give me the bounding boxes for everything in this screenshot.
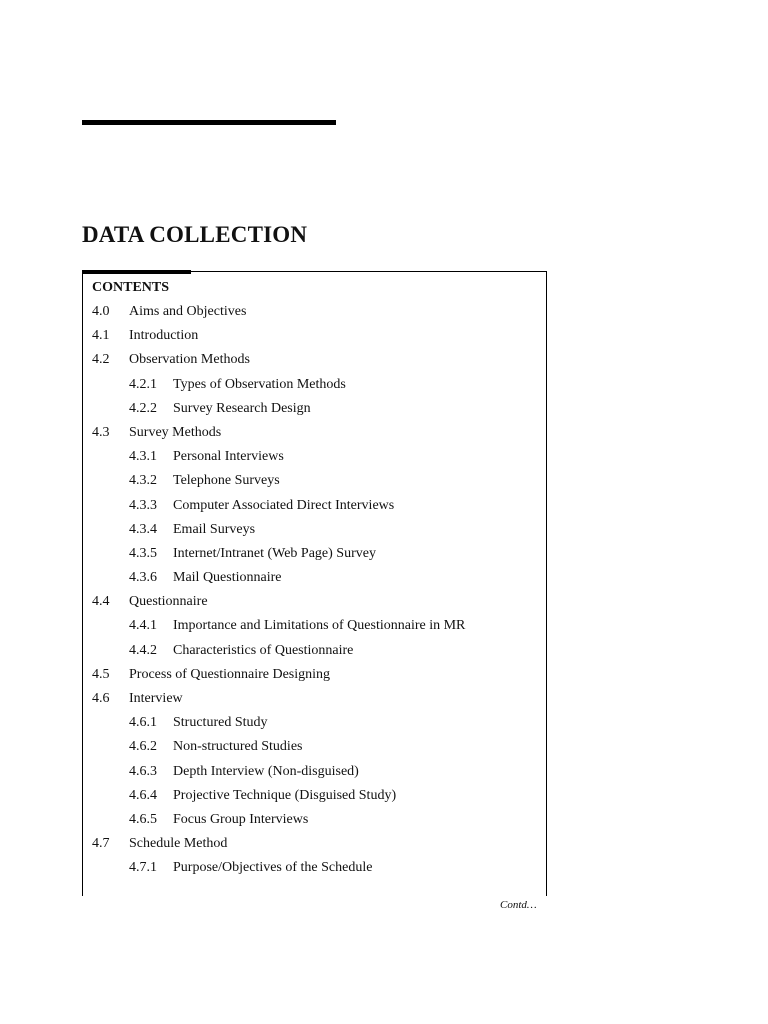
toc-item-label: Interview: [129, 691, 183, 706]
toc-item-label: Introduction: [129, 328, 199, 344]
toc-item-number: 4.1: [92, 328, 110, 344]
toc-item-number: 4.7.1: [129, 860, 157, 876]
toc-item-label: Internet/Intranet (Web Page) Survey: [173, 545, 376, 561]
toc-item-number: 4.6.2: [129, 739, 157, 755]
toc-item-label: Depth Interview (Non-disguised): [173, 763, 359, 779]
toc-item-number: 4.0: [92, 304, 110, 319]
toc-item-number: 4.3.1: [129, 449, 157, 465]
toc-item-label: Schedule Method: [129, 836, 228, 852]
toc-item-label: Personal Interviews: [173, 449, 284, 465]
toc-item-number: 4.4.2: [129, 642, 157, 658]
toc-item-label: Survey Methods: [129, 424, 222, 440]
toc-item-number: 4.6.5: [129, 811, 157, 827]
contents-box: [82, 271, 547, 896]
toc-item-number: 4.2: [92, 352, 110, 368]
toc-item-number: 4.6.3: [129, 763, 157, 779]
toc-item-label: Email Surveys: [173, 521, 256, 537]
continued-note: Contd…: [500, 899, 537, 911]
toc-item-number: 4.7: [92, 836, 110, 852]
toc-item-label: Types of Observation Methods: [173, 376, 346, 392]
toc-item-label: Importance and Limitations of Questionnaire in MR: [173, 618, 466, 634]
toc-item-label: Projective Technique (Disguised Study): [173, 787, 397, 803]
toc-item-number: 4.3.6: [129, 570, 157, 586]
chapter-top-rule: [82, 120, 336, 125]
toc-item-label: Aims and Objectives: [129, 304, 247, 319]
toc-item-number: 4.3.3: [129, 497, 157, 513]
contents-box-accent-bar: [82, 270, 191, 274]
toc-item-label: Telephone Surveys: [173, 473, 280, 489]
toc-item-label: Non-structured Studies: [173, 739, 303, 755]
toc-item-number: 4.3.4: [129, 521, 157, 537]
toc-item-number: 4.4: [92, 594, 110, 610]
toc-item-label: Characteristics of Questionnaire: [173, 642, 354, 658]
toc-item-label: Purpose/Objectives of the Schedule: [173, 860, 373, 876]
toc-item-label: Process of Questionnaire Designing: [129, 666, 331, 682]
toc-item-label: Focus Group Interviews: [173, 811, 309, 827]
toc-item-label: Structured Study: [173, 715, 268, 731]
toc-item-number: 4.4.1: [129, 618, 157, 634]
toc-item-number: 4.6: [92, 691, 110, 706]
toc-item-number: 4.3.5: [129, 545, 157, 561]
toc-item-number: 4.5: [92, 666, 110, 682]
toc-item-label: Observation Methods: [129, 352, 250, 368]
toc-item-label: Questionnaire: [129, 594, 208, 610]
toc-item-label: Computer Associated Direct Interviews: [173, 497, 395, 513]
toc-item-number: 4.2.2: [129, 400, 157, 416]
toc-item-label: Survey Research Design: [173, 400, 311, 416]
chapter-title: DATA COLLECTION: [82, 222, 308, 247]
toc-item-number: 4.3: [92, 424, 110, 440]
toc-item-label: Mail Questionnaire: [173, 570, 282, 586]
toc-item-number: 4.6.1: [129, 715, 157, 731]
toc-item-number: 4.2.1: [129, 376, 157, 392]
contents-heading: CONTENTS: [92, 280, 170, 295]
toc-item-number: 4.3.2: [129, 473, 157, 489]
toc-item-number: 4.6.4: [129, 787, 157, 803]
